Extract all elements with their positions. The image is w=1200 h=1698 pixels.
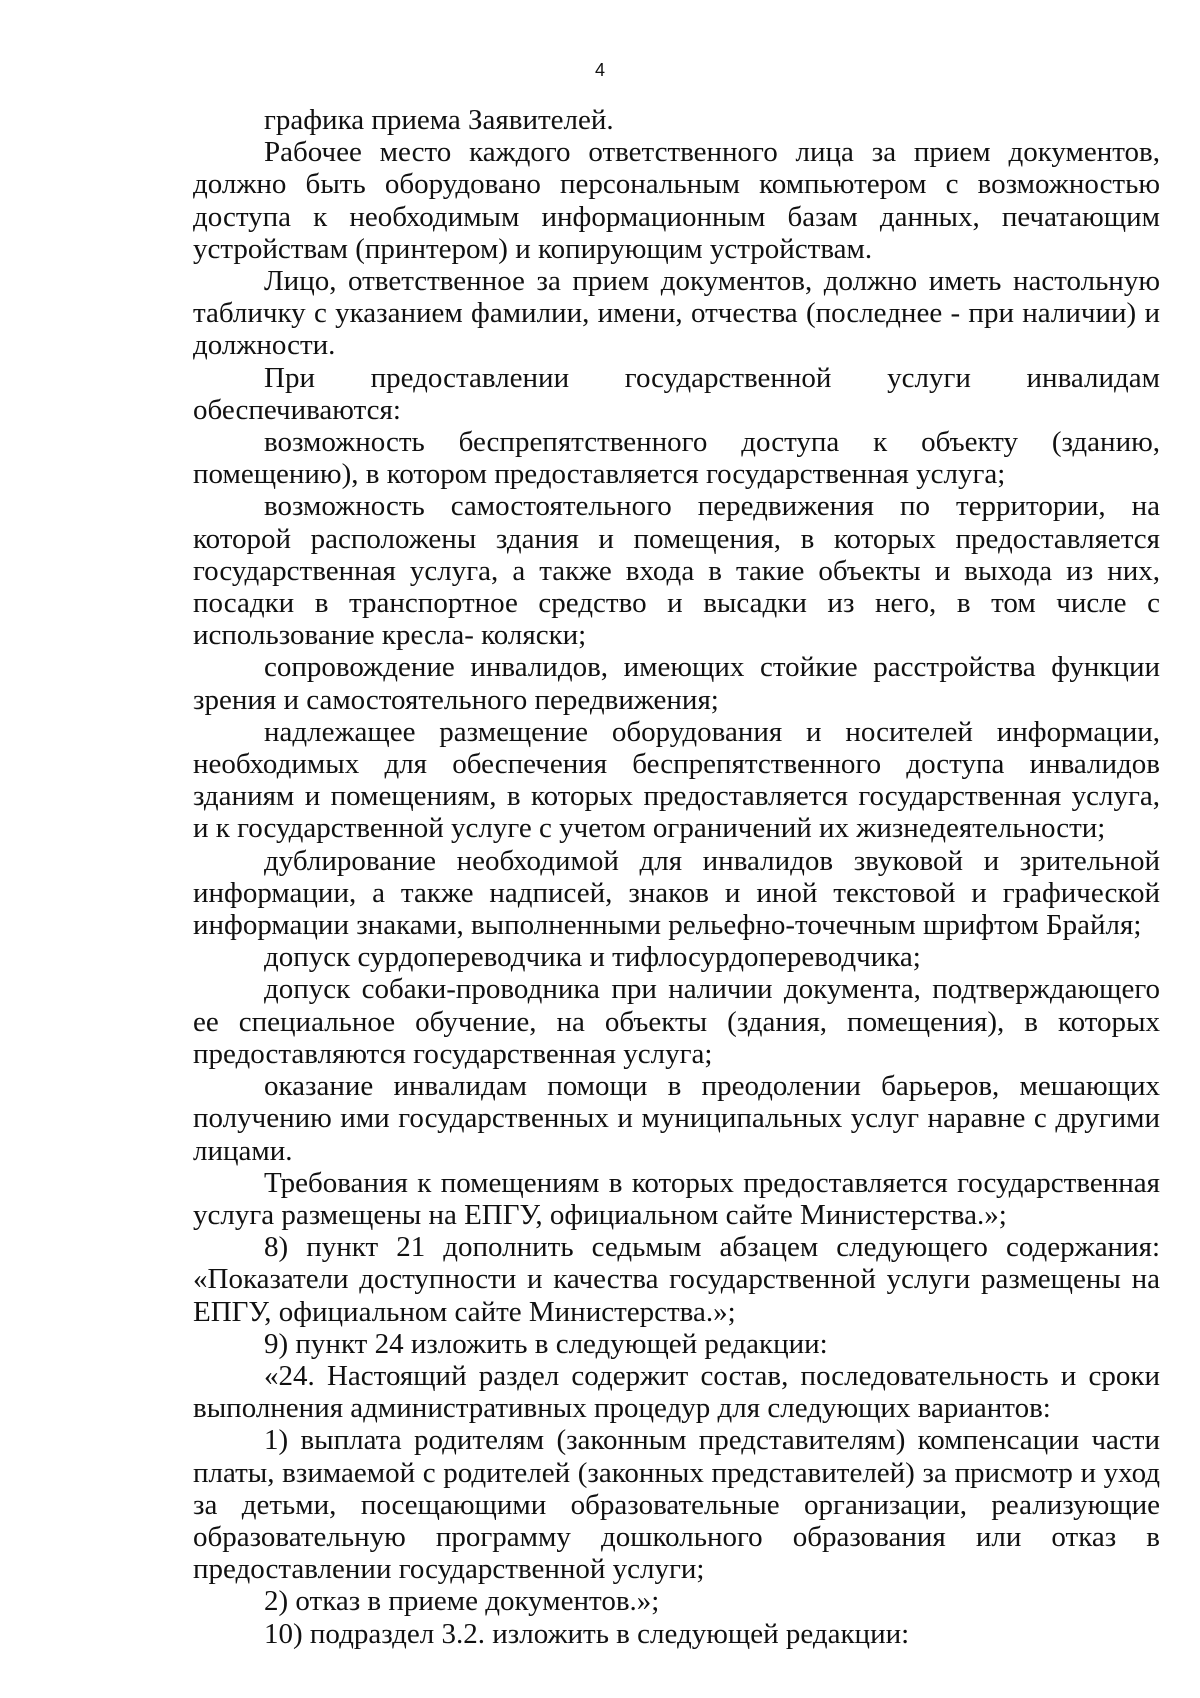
paragraph: 2) отказ в приеме документов.»; xyxy=(264,1585,660,1618)
paragraph: Лицо, ответственное за прием документов, должно иметь настольную табличку с указанием фамилии, имени, отчества (последнее - при наличии) и должности. xyxy=(193,265,1160,362)
paragraph: графика приема Заявителей. xyxy=(264,104,614,136)
paragraph: При предоставлении государственной услуги инвалидам обеспечиваются: xyxy=(193,361,1160,426)
paragraph: надлежащее размещение оборудования и носителей информации, необходимых для обеспечения беспрепятственного доступа инвалидов зданиям и помещениям, в которых предоставляется государственная услуга, и к государственной услуге с учетом ограничений их жизнедеятельности; xyxy=(193,715,1160,845)
paragraph: дублирование необходимой для инвалидов звуковой и зрительной информации, а также надписей, знаков и иной текстовой и графической информации знаками, выполненными рельефно-точечным шрифтом Брайля; xyxy=(193,844,1160,942)
paragraph: возможность самостоятельного передвижения по территории, на которой расположены здания и помещения, в которых предоставляется государственная услуга, а также входа в такие объекты и выхода из них, посадки в транспортное средство и высадки из него, в том числе с использование кресла- коляски; xyxy=(193,490,1160,652)
paragraph: возможность беспрепятственного доступа к объекту (зданию, помещению), в котором предоставляется государственная услуга; xyxy=(193,426,1160,491)
paragraph: допуск сурдопереводчика и тифлосурдопереводчика; xyxy=(264,941,921,974)
paragraph: Требования к помещениям в которых предоставляется государственная услуга размещены на ЕПГУ, официальном сайте Министерства.»; xyxy=(193,1166,1160,1231)
paragraph: 9) пункт 24 изложить в следующей редакции: xyxy=(264,1327,828,1360)
page-number: 4 xyxy=(594,60,605,80)
paragraph: «24. Настоящий раздел содержит состав, последовательность и сроки выполнения административных процедур для следующих вариантов: xyxy=(193,1359,1160,1425)
paragraph: Рабочее место каждого ответственного лица за прием документов, должно быть оборудовано персональным компьютером с возможностью доступа к необходимым информационным базам данных, печатающим устройствам (принтером) и копирующим устройствам. xyxy=(193,136,1160,265)
paragraph: оказание инвалидам помощи в преодолении барьеров, мешающих получению ими государственных и муниципальных услуг наравне с другими лицами. xyxy=(193,1070,1160,1167)
document-body xyxy=(193,104,1160,1650)
paragraph: 8) пункт 21 дополнить седьмым абзацем следующего содержания: «Показатели доступности и качества государственной услуги размещены на ЕПГУ, официальном сайте Министерства.»; xyxy=(193,1231,1160,1328)
paragraph: допуск собаки-проводника при наличии документа, подтверждающего ее специальное обучение, на объекты (здания, помещения), в которых предоставляются государственная услуга; xyxy=(193,973,1160,1070)
paragraph: сопровождение инвалидов, имеющих стойкие расстройства функции зрения и самостоятельного передвижения; xyxy=(193,651,1160,716)
paragraph: 1) выплата родителям (законным представителям) компенсации части платы, взимаемой с родителей (законных представителей) за присмотр и уход за детьми, посещающими образовательные организации, реализующие образовательную программу дошкольного образования или отказ в предоставлении государственной услуги; xyxy=(193,1424,1160,1586)
paragraph: 10) подраздел 3.2. изложить в следующей редакции: xyxy=(264,1617,910,1650)
